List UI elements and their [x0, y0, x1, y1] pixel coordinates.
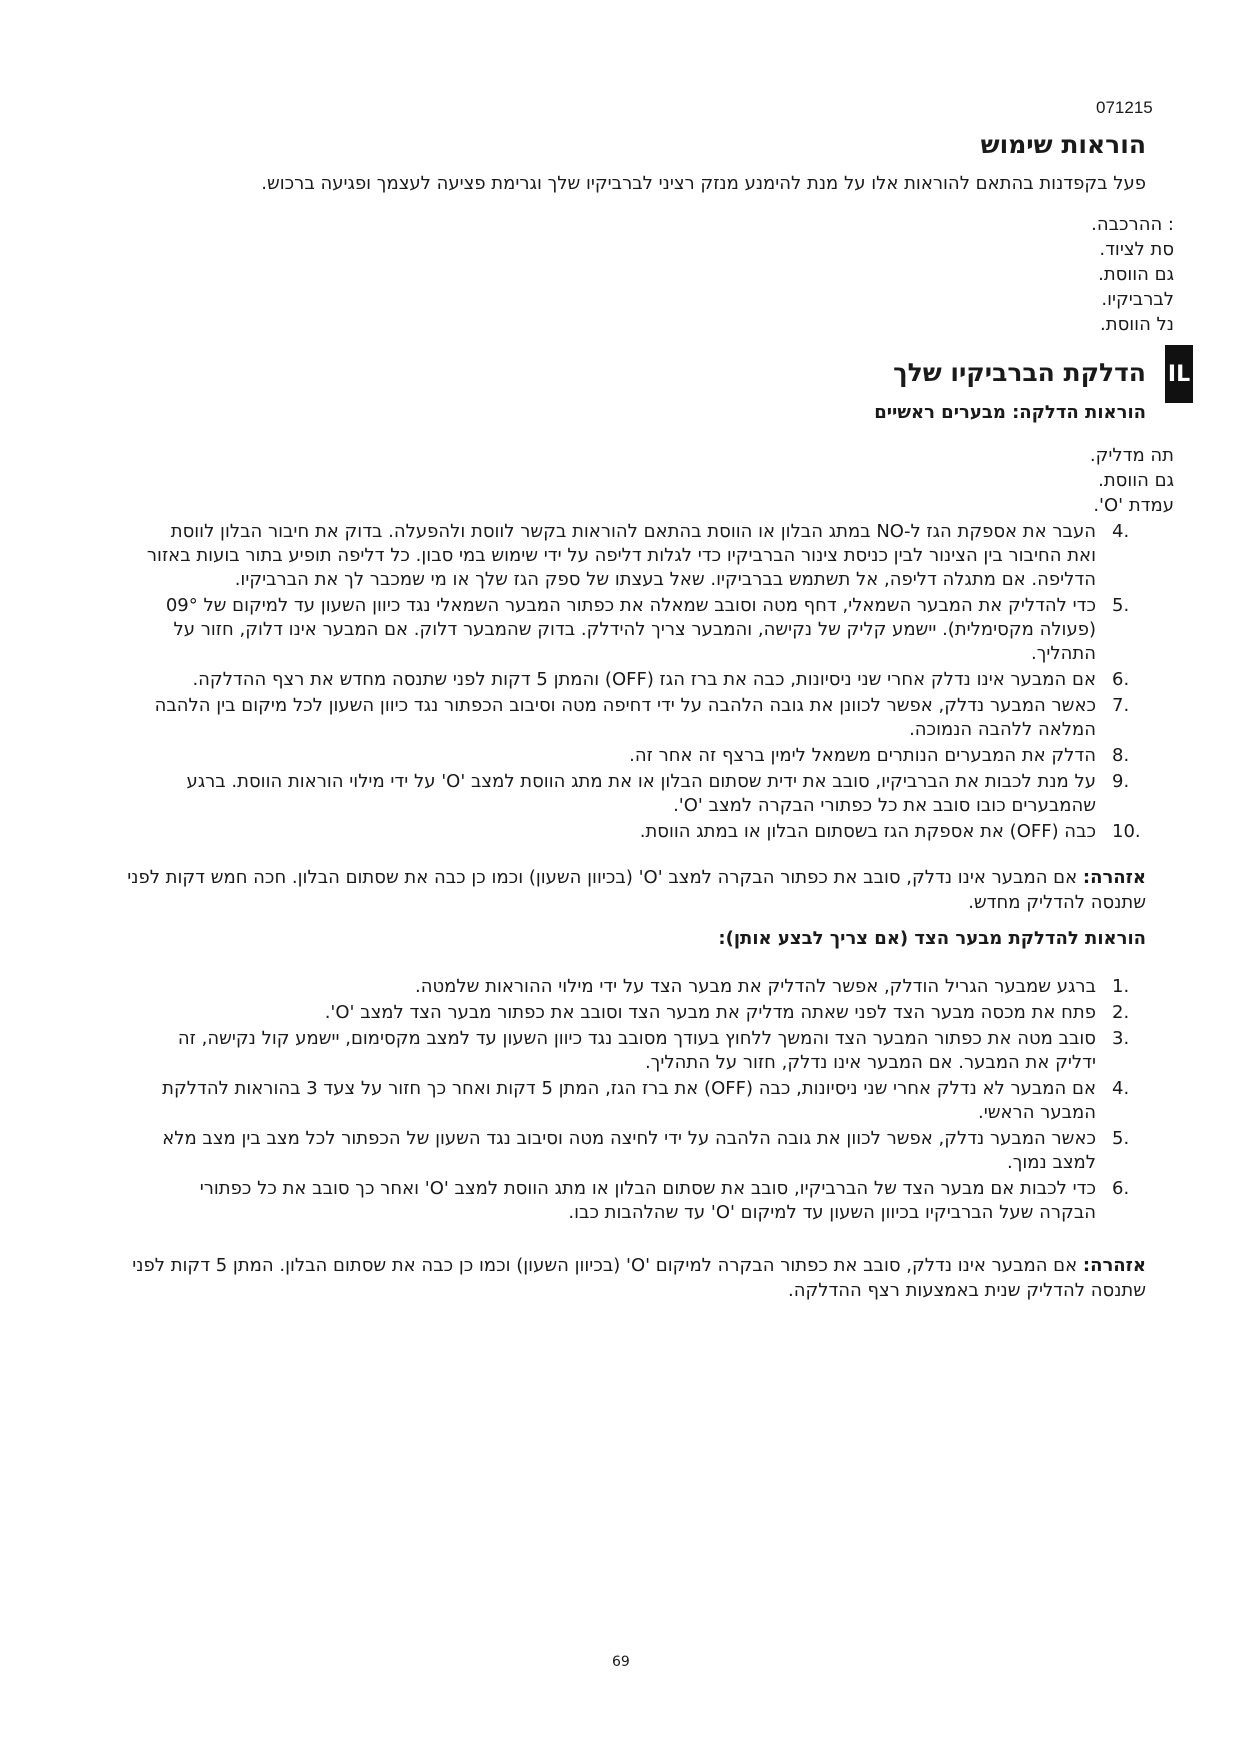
step-text: כדי לכבות אם מבער הצד של הברביקיו, סובב את שסתום הבלון או מתג הווסת למצב 'O' ואחר כך סובב את כל כפתורי הבקרה שעל הברביקיו בכיוון השעון עד למיקום 'O' עד שהלהבות כבו. [199, 1178, 1096, 1223]
step-text: על מנת לכבות את הברביקיו, סובב את ידית שסתום הבלון או את מתג הווסת למצב 'O' על ידי מילוי הוראות הווסת. ברגע שהמבערים כובו סובב את כל כפתורי הבקרה למצב 'O'. [186, 771, 1096, 816]
clipped-line: גם הווסת. [1098, 264, 1174, 285]
step-text: כדי להדליק את המבער השמאלי, דחף מטה וסובב שמאלה את כפתור המבער השמאלי נגד כיוון השעון עד למיקום של 09° (פעולה מקסימלית). יישמע קליק של נקישה, והמבער צריך להידלק. בדוק שהמבער דלוק. אם המבער אינו דלוק, חזור על התהליך. [165, 595, 1096, 664]
list-item [146, 975, 1146, 999]
clipped-line: סת לציוד. [1099, 239, 1174, 260]
step-number: 9. [1112, 771, 1130, 792]
step-number: 10. [1112, 821, 1141, 842]
side-steps-list [146, 975, 1146, 1227]
clipped-list-2 [1054, 443, 1174, 518]
list-item [146, 820, 1146, 844]
list-item [146, 694, 1146, 742]
page-title: הוראות שימוש [980, 130, 1146, 159]
step-text: העבר את אספקת הגז ל-NO במתג הבלון או הווסת בהתאם להוראות בקשר לווסת ולהפעלה. בדוק את חיבור הבלון לווסת ואת החיבור בין הצינור לבין כניסת צינור הברביקיו כדי לגלות דליפה על ידי שימוש במי סבון. כל דליפה תופיע בתור בועות באזור הדליפה. אם מתגלה דליפה, אל תשתמש בברביקיו. שאל בעצתו של ספק הגז שלך או מי שמכבר לך את הברביקיו. [146, 521, 1096, 590]
document-code: 071215 [1096, 98, 1153, 117]
page-number: 69 [612, 1654, 630, 1670]
step-number: 4. [1112, 1078, 1130, 1099]
list-item [146, 520, 1146, 592]
warning-label: אזהרה: [1082, 1255, 1146, 1276]
list-item [146, 668, 1146, 692]
step-number: 7. [1112, 695, 1130, 716]
warning-paragraph-1 [116, 865, 1146, 915]
main-steps-list [146, 520, 1146, 846]
step-text: אם המבער אינו נדלק אחרי שני ניסיונות, כבה את ברז הגז (OFF) והמתן 5 דקות לפני שתנסה מחדש את רצף ההדלקה. [192, 669, 1096, 690]
step-number: 8. [1112, 745, 1130, 766]
list-item [146, 1127, 1146, 1175]
clipped-line: נל הווסת. [1100, 314, 1174, 335]
step-number: 5. [1112, 595, 1130, 616]
intro-paragraph: פעל בקפדנות בהתאם להוראות אלו על מנת להימנע מנזק רציני לברביקיו שלך וגרימת פציעה לעצמך ופגיעה ברכוש. [261, 173, 1146, 194]
list-item [146, 1001, 1146, 1025]
list-item [146, 744, 1146, 768]
clipped-line: עמדת 'O'. [1093, 495, 1174, 516]
step-number: 1. [1112, 976, 1130, 997]
step-text: סובב מטה את כפתור המבער הצד והמשך ללחוץ בעודך מסובב נגד כיוון השעון עד למצב מקסימום, יישמע קול נקישה, זה ידליק את המבער. אם המבער אינו נדלק, חזור על התהליך. [177, 1028, 1096, 1073]
step-text: אם המבער לא נדלק אחרי שני ניסיונות, כבה (OFF) את ברז הגז, המתן 5 דקות ואחר כך חזור על צעד 3 בהוראות להדלקת המבער הראשי. [162, 1078, 1096, 1123]
clipped-line: תה מדליק. [1089, 445, 1174, 466]
step-number: 3. [1112, 1028, 1130, 1049]
list-item [146, 770, 1146, 818]
step-number: 2. [1112, 1002, 1130, 1023]
step-text: כאשר המבער נדלק, אפשר לכוונן את גובה הלהבה על ידי דחיפה מטה וסיבוב הכפתור נגד כיוון השעון לכל מיקום בין הלהבה המלאה ללהבה הנמוכה. [154, 695, 1096, 740]
step-number: 6. [1112, 1178, 1130, 1199]
warning-label: אזהרה: [1082, 867, 1146, 888]
list-item [146, 1027, 1146, 1075]
step-text: כבה (OFF) את אספקת הגז בשסתום הבלון או במתג הווסת. [639, 821, 1096, 842]
main-burners-heading: הוראות הדלקה: מבערים ראשיים [874, 402, 1146, 423]
side-burner-heading: הוראות להדלקת מבער הצד (אם צריך לבצע אותן): [718, 928, 1146, 949]
list-item [146, 1177, 1146, 1225]
clipped-line: לברביקיו. [1101, 289, 1174, 310]
list-item [146, 1077, 1146, 1125]
step-text: הדלק את המבערים הנותרים משמאל לימין ברצף זה אחר זה. [629, 745, 1096, 766]
step-number: 5. [1112, 1128, 1130, 1149]
step-number: 4. [1112, 521, 1130, 542]
step-text: פתח את מכסה מבער הצד לפני שאתה מדליק את מבער הצד וסובב את כפתור מבער הצד למצב 'O'. [324, 1002, 1096, 1023]
warning-text: אם המבער אינו נדלק, סובב את כפתור הבקרה למצב 'O' (בכיוון השעון) וכמו כן כבה את שסתום הבלון. חכה חמש דקות לפני שתנסה להדליק מחדש. [127, 867, 1146, 913]
warning-paragraph-2 [116, 1253, 1146, 1303]
clipped-line: גם הווסת. [1098, 470, 1174, 491]
step-number: 6. [1112, 669, 1130, 690]
step-text: כאשר המבער נדלק, אפשר לכוון את גובה הלהבה על ידי לחיצה מטה וסיבוב נגד השעון של הכפתור לכל מצב בין מצב מלא למצב נמוך. [162, 1128, 1096, 1173]
warning-text: אם המבער אינו נדלק, סובב את כפתור הבקרה למיקום 'O' (בכיוון השעון) וכמו כן כבה את שסתום הבלון. המתן 5 דקות לפני שתנסה להדליק שנית באמצעות רצף ההדלקה. [132, 1255, 1146, 1301]
list-item [146, 594, 1146, 666]
section-title: הדלקת הברביקיו שלך [893, 358, 1146, 387]
language-tab-marker: IL [1165, 345, 1193, 403]
clipped-list-1 [1054, 212, 1174, 337]
step-text: ברגע שמבער הגריל הודלק, אפשר להדליק את מבער הצד על ידי מילוי ההוראות שלמטה. [415, 976, 1096, 997]
clipped-line: : ההרכבה. [1091, 214, 1174, 235]
